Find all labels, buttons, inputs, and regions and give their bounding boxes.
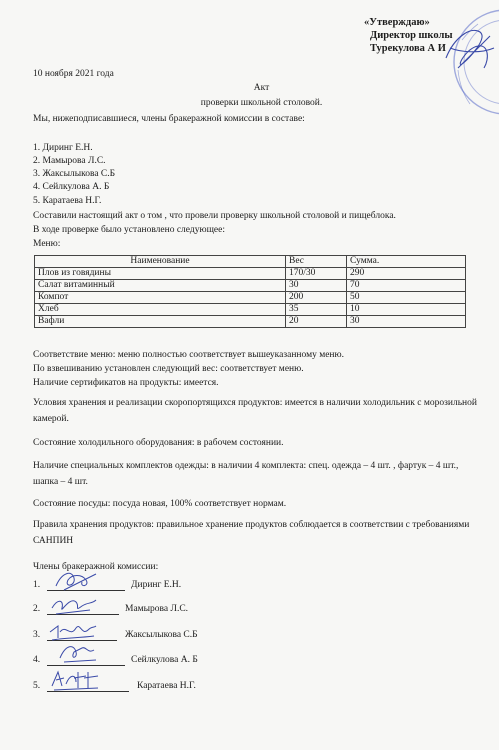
approval-name: Турекулова А И — [370, 43, 446, 54]
member-1: 1. Диринг Е.Н. — [33, 143, 93, 153]
cell-name: Салат витаминный — [35, 280, 286, 292]
menu-label: Меню: — [33, 239, 61, 249]
table-row — [35, 292, 466, 304]
finding-fridge: Состояние холодильного оборудования: в рабочем состоянии. — [33, 438, 284, 448]
member-5: 5. Каратаева Н.Г. — [33, 196, 102, 206]
statement-1: Составили настоящий акт о том , что провели проверку школьной столовой и пищеблока. — [33, 211, 396, 221]
cell-weight: 170/30 — [286, 268, 347, 280]
table-row — [35, 280, 466, 292]
approval-position: Директор школы — [370, 30, 453, 41]
cell-weight: 20 — [286, 316, 347, 328]
intro-text: Мы, нижеподписавшиеся, члены бракеражной комиссии в составе: — [33, 114, 305, 124]
cell-name: Компот — [35, 292, 286, 304]
table-header-row — [35, 256, 466, 268]
statement-2: В ходе проверке было установлено следующее: — [33, 225, 225, 235]
finding-rules: Правила хранения продуктов: правильное хранение продуктов соблюдается в соответствии с требованиями САНПИН — [33, 520, 470, 546]
signature-name: Мамырова Л.С. — [125, 604, 189, 614]
header-name: Наименование — [35, 256, 286, 268]
cell-sum: 30 — [347, 316, 466, 328]
cell-weight: 30 — [286, 280, 347, 292]
cell-sum: 10 — [347, 304, 466, 316]
header-weight: Вес — [286, 256, 347, 268]
cell-name: Плов из говядины — [35, 268, 286, 280]
finding-clothing: Наличие специальных комплектов одежды: в наличии 4 комплекта: спец. одежда – 4 шт. , фартук – 4 шт., шапка – 4 шт. — [33, 461, 459, 487]
document-subtitle: проверки школьной столовой. — [200, 98, 323, 108]
signature-4-icon — [56, 640, 100, 666]
signature-name: Каратаева Н.Г. — [137, 681, 196, 691]
cell-name: Вафли — [35, 316, 286, 328]
cell-weight: 35 — [286, 304, 347, 316]
signature-number: 5. — [33, 681, 41, 691]
table-row — [35, 316, 466, 328]
member-3: 3. Жаксылыкова С.Б — [33, 169, 116, 179]
cell-name: Хлеб — [35, 304, 286, 316]
signature-name: Сейлкулова А. Б — [131, 655, 198, 665]
signature-number: 2. — [33, 604, 41, 614]
signature-name: Жаксылыкова С.Б — [125, 630, 198, 640]
finding-menu-match: Соответствие меню: меню полностью соответствует вышеуказанному меню. — [33, 350, 344, 360]
finding-dishes: Состояние посуды: посуда новая, 100% соответствует нормам. — [33, 499, 287, 509]
member-2: 2. Мамырова Л.С. — [33, 156, 106, 166]
signature-number: 3. — [33, 630, 41, 640]
cell-sum: 290 — [347, 268, 466, 280]
director-signature-icon — [440, 18, 498, 80]
finding-weighing: По взвешиванию установлен следующий вес: соответствует меню. — [33, 364, 304, 374]
finding-certificates: Наличие сертификатов на продукты: имеется. — [33, 378, 219, 388]
signature-name: Диринг Е.Н. — [131, 580, 182, 590]
signatures-label: Члены бракеражной комиссии: — [33, 562, 159, 572]
signature-5-icon — [50, 666, 102, 694]
member-4: 4. Сейлкулова А. Б — [33, 182, 110, 192]
signature-1-icon — [52, 566, 102, 594]
header-sum: Сумма. — [347, 256, 466, 268]
signature-2-icon — [50, 592, 98, 618]
table-row — [35, 304, 466, 316]
menu-table — [34, 255, 466, 328]
approval-title: «Утверждаю» — [364, 17, 430, 28]
table-row — [35, 268, 466, 280]
document-title: Акт — [253, 83, 270, 93]
cell-weight: 200 — [286, 292, 347, 304]
signature-number: 1. — [33, 580, 41, 590]
cell-sum: 70 — [347, 280, 466, 292]
document-date: 10 ноября 2021 года — [33, 69, 114, 79]
signature-number: 4. — [33, 655, 41, 665]
cell-sum: 50 — [347, 292, 466, 304]
finding-storage: Условия хранения и реализации скоропортящихся продуктов: имеется в наличии холодильник с морозильной камерой. — [33, 398, 477, 424]
